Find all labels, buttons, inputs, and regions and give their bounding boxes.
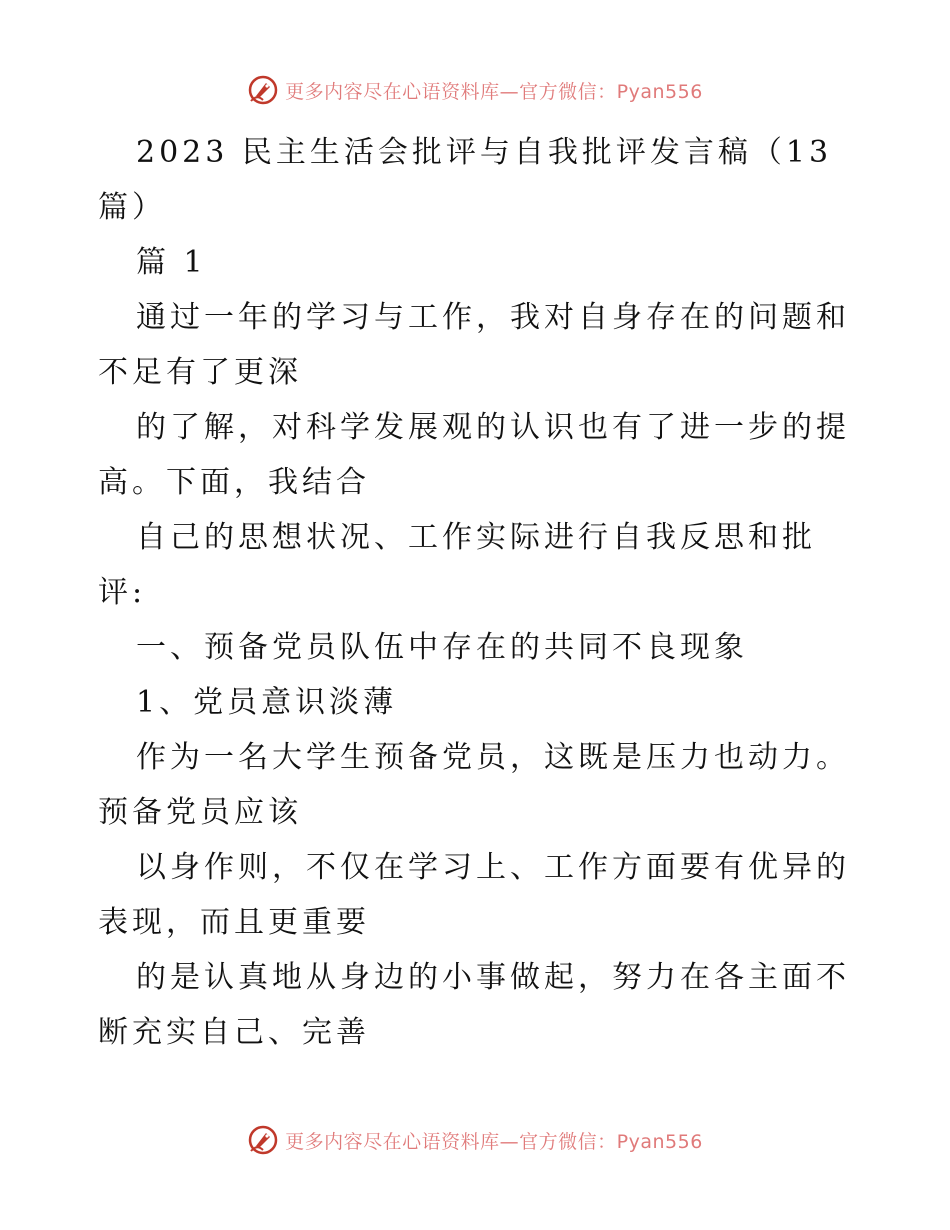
paragraph-line: 不足有了更深 <box>98 355 302 390</box>
footer-banner <box>0 1120 950 1160</box>
paragraph-line: 预备党员应该 <box>98 795 302 830</box>
paragraph-line: 的了解，对科学发展观的认识也有了进一步的提 <box>136 410 850 445</box>
paragraph-line: 作为一名大学生预备党员，这既是压力也动力。 <box>136 740 850 775</box>
pen-nib-logo-icon <box>247 74 279 106</box>
doc-title-line-2: 篇） <box>98 190 166 225</box>
paragraph-line: 以身作则，不仅在学习上、工作方面要有优异的 <box>136 850 850 885</box>
item-heading: 1、党员意识淡薄 <box>136 685 398 720</box>
header-banner <box>0 70 950 110</box>
document-body <box>98 125 858 1060</box>
pen-nib-logo-icon <box>247 1124 279 1156</box>
paragraph-line: 自己的思想状况、工作实际进行自我反思和批 <box>136 520 816 555</box>
paragraph-line: 通过一年的学习与工作，我对自身存在的问题和 <box>136 300 850 335</box>
paragraph-line: 的是认真地从身边的小事做起，努力在各主面不 <box>136 960 850 995</box>
paragraph-line: 高。下面，我结合 <box>98 465 370 500</box>
footer-banner-text: 更多内容尽在心语资料库—官方微信：Pyan556 <box>285 1130 703 1153</box>
doc-title-line-1: 2023 民主生活会批评与自我批评发言稿（13 <box>136 135 833 170</box>
header-banner-text: 更多内容尽在心语资料库—官方微信：Pyan556 <box>285 80 703 103</box>
paragraph-line: 评: <box>98 575 147 610</box>
paragraph-line: 表现，而且更重要 <box>98 905 370 940</box>
paragraph-line: 断充实自己、完善 <box>98 1015 370 1050</box>
section-heading: 篇 1 <box>136 245 207 280</box>
subsection-heading: 一、预备党员队伍中存在的共同不良现象 <box>136 630 748 665</box>
